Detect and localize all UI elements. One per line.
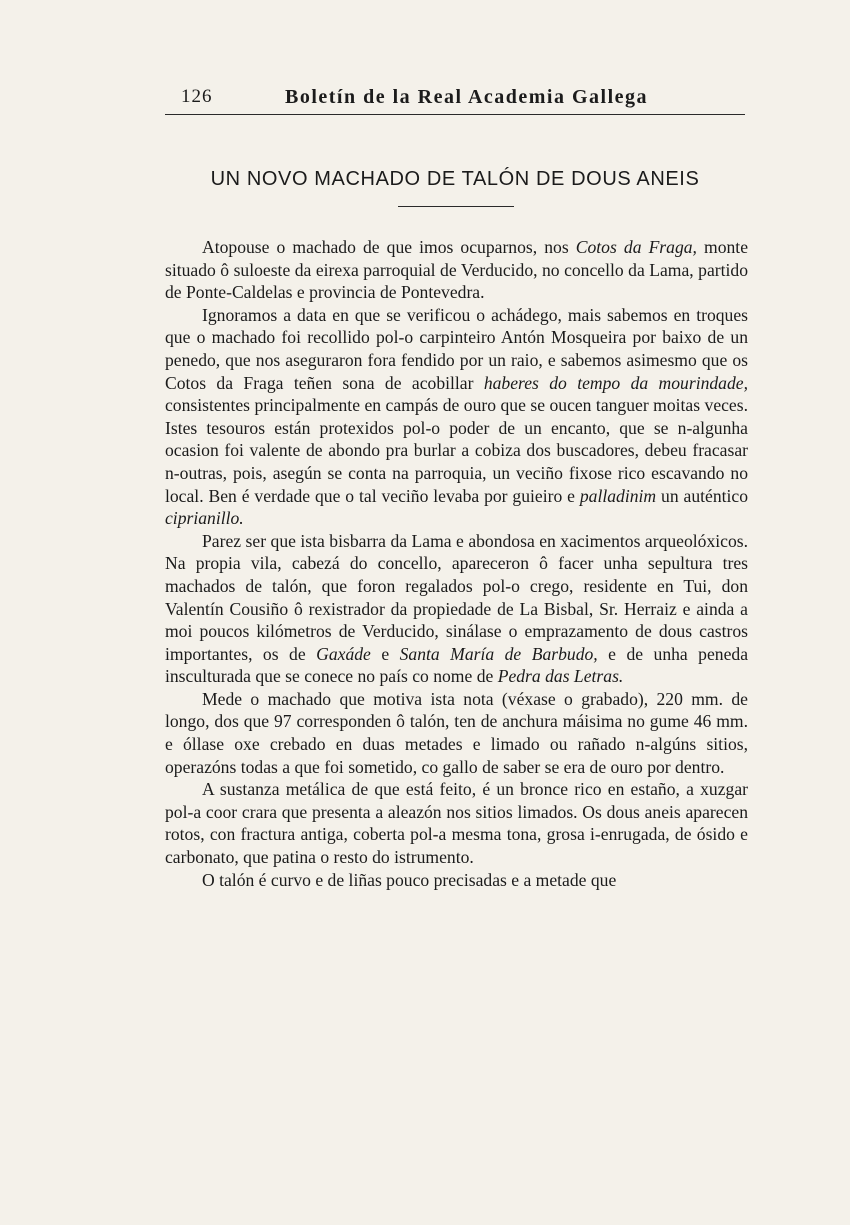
- paragraph-2: Ignoramos a data en que se verificou o achádego, mais sabemos en troques que o machado foi recollido pol-o carpinteiro Antón Mosqueira por baixo de un penedo, que nos aseguraron fora fendido por un raio, e sabemos asimesmo que os Cotos da Fraga teñen sona de acobillar haberes do tempo da mourindade, consistentes principalmente en campás de ouro que se oucen tanguer moitas veces. Istes tesouros están protexidos pol-o poder de un encanto, que se n-algunha ocasion foi valente de abondo pra burlar a cobiza dos buscadores, debeu fracasar n-outras, pois, asegún se conta na parroquia, un veciño fixose rico escavando no local. Ben é verdade que o tal veciño levaba por guieiro e palladinim un auténtico ciprianillo.: [165, 304, 748, 529]
- page-number: 126: [181, 86, 213, 107]
- paragraph-6: O talón é curvo e de liñas pouco precisadas e a metade que: [202, 869, 617, 890]
- header-rule: [165, 114, 745, 115]
- paragraph-5: A sustanza metálica de que está feito, é un bronce rico en estaño, a xuzgar pol-a coor crara que presenta a aleazón nos sitios limados. Os dous aneis aparecen rotos, con fractura antiga, coberta pol-a mesma tona, grosa i-enrugada, de ósido e carbonato, que patina o resto do istrumento.: [165, 779, 748, 868]
- article-title: UN NOVO MACHADO DE TALÓN DE DOUS ANEIS: [210, 168, 700, 190]
- page-header: [165, 86, 745, 112]
- paragraph-3: Parez ser que ista bisbarra da Lama e abondosa en xacimentos arqueolóxicos. Na propia vila, cabezá do concello, apareceron ô facer unha sepultura tres machados de talón, que foron regalados pol-o crego, residente en Tui, don Valentín Cousiño ô rexistrador da propiedade de La Bisbal, Sr. Herraiz e ainda a moi poucos kilómetros de Verducido, sinálase o emprazamento de dous castros importantes, os de Gaxáde e Santa María de Barbudo, e de unha peneda insculturada que se conece no país co nome de Pedra das Letras.: [165, 530, 749, 687]
- paragraph-1: Atopouse o machado de que imos ocuparnos, nos Cotos da Fraga, monte situado ô suloeste da eirexa parroquial de Verducido, no concello da Lama, partido de Ponte-Caldelas e provincia de Pontevedra.: [165, 237, 749, 303]
- running-head: Boletín de la Real Academia Gallega: [285, 86, 649, 108]
- title-rule: [398, 206, 514, 207]
- article-body: [165, 236, 748, 891]
- paragraph-4: Mede o machado que motiva ista nota (véxase o grabado), 220 mm. de longo, dos que 97 corresponden ô talón, ten de anchura máisima no gume 46 mm. e óllase oxe crebado en duas metades e limado ou rañado n-algúns sitios, operazóns todas a que foi sometido, co gallo de saber se era de ouro por dentro.: [165, 688, 748, 777]
